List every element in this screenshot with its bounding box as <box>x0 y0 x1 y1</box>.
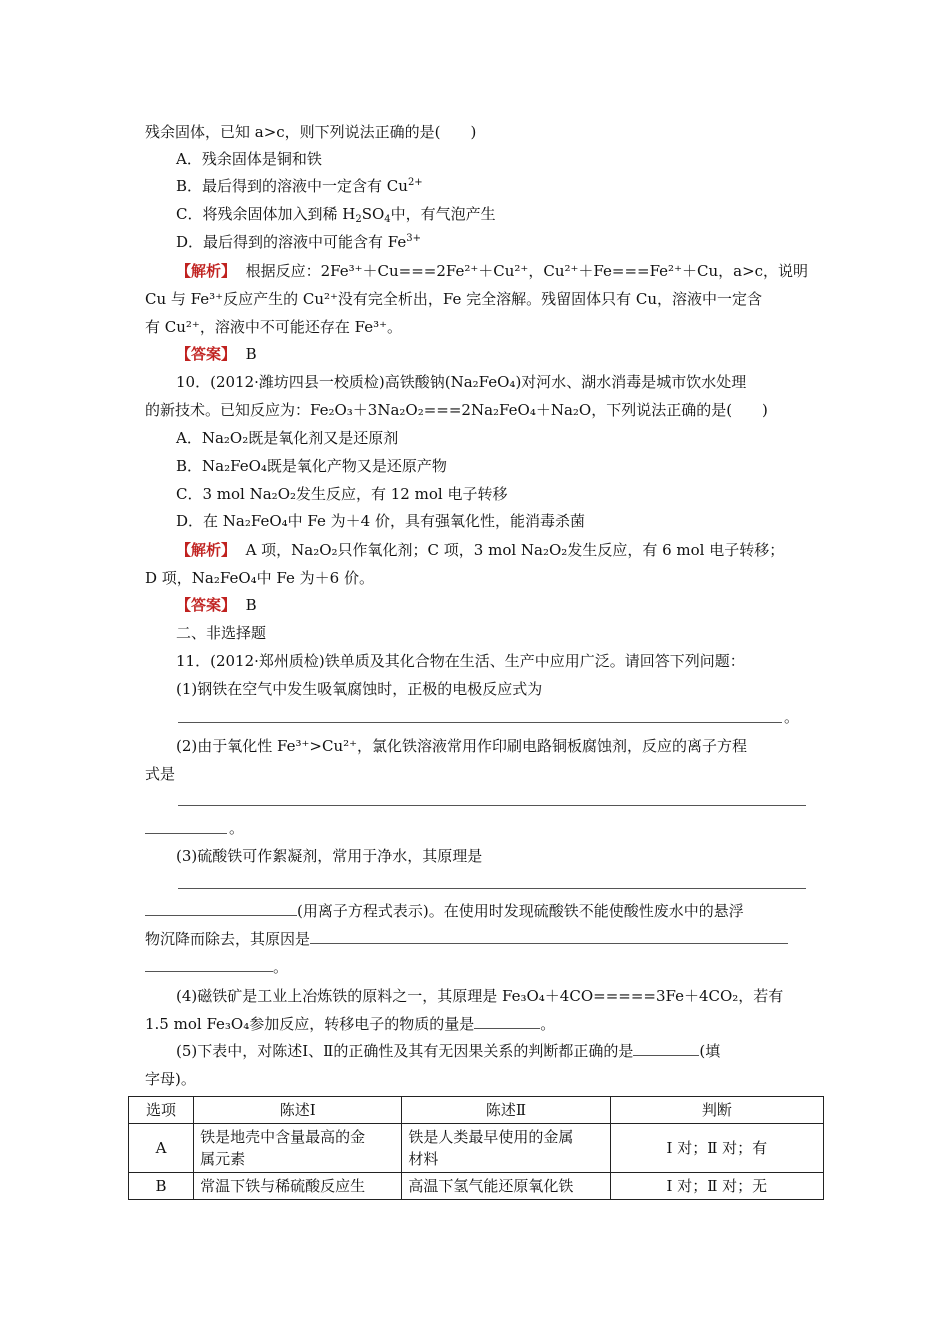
section-heading: 二、非选择题 <box>176 624 267 642</box>
q10-answer: 【答案】 B <box>176 596 257 614</box>
table-cell-statement-2: 高温下氢气能还原氧化铁 <box>402 1173 610 1200</box>
q11-part4-line-1: (4)磁铁矿是工业上冶炼铁的原料之一，其原理是 Fe₃O₄＋4CO=====3Fe＋4CO₂，若有 <box>176 987 784 1005</box>
q11-part2-line-1: (2)由于氧化性 Fe³⁺>Cu²⁺，氯化铁溶液常用作印刷电路铜板腐蚀剂，反应的离子方程 <box>176 737 748 755</box>
q11-part1-end: 。 <box>784 708 800 726</box>
q9-analysis-line-1: 【解析】 根据反应：2Fe³⁺＋Cu===2Fe²⁺＋Cu²⁺，Cu²⁺＋Fe===Fe²⁺＋Cu，a>c，说明 <box>176 262 809 280</box>
answer-blank[interactable] <box>310 929 788 944</box>
table-header-cell: 判断 <box>610 1097 823 1124</box>
q9-option-b: B．最后得到的溶液中一定含有 $Cu^{2+}$ <box>176 177 423 195</box>
table-header-cell: 选项 <box>129 1097 194 1124</box>
q10-stem-line-2: 的新技术。已知反应为：Fe₂O₃＋3Na₂O₂===2Na₂FeO₄＋Na₂O，下列说法正确的是( ) <box>145 401 768 419</box>
q9-option-d: D．最后得到的溶液中可能含有 $Fe^{3+}$ <box>176 233 422 251</box>
table-header-cell: 陈述Ⅰ <box>194 1097 402 1124</box>
answer-blank[interactable] <box>178 805 806 806</box>
table-header-row <box>129 1097 824 1124</box>
q10-option-d: D．在 Na₂FeO₄中 Fe 为＋4 价，具有强氧化性，能消毒杀菌 <box>176 512 585 530</box>
answer-blank[interactable] <box>145 957 273 972</box>
table-cell-statement-1: 铁是地壳中含量最高的金 属元素 <box>194 1124 402 1173</box>
q10-analysis-line-2: D 项，Na₂FeO₄中 Fe 为＋6 价。 <box>145 569 374 587</box>
analysis-tag: 【解析】 <box>176 262 237 280</box>
q11-part3-line-3: 物沉降而除去，其原因是 <box>145 928 788 950</box>
answer-blank[interactable] <box>178 888 806 889</box>
table-header-cell: 陈述Ⅱ <box>402 1097 610 1124</box>
q11-stem: 11．(2012·郑州质检)铁单质及其化合物在生活、生产中应用广泛。请回答下列问题： <box>176 652 745 670</box>
q9-stem: 残余固体，已知 a>c，则下列说法正确的是( ) <box>145 123 477 141</box>
q10-stem-line-1: 10．(2012·潍坊四县一校质检)高铁酸钠(Na₂FeO₄)对河水、湖水消毒是城市饮水处理 <box>176 373 747 391</box>
q11-part3-line-2: (用离子方程式表示)。在使用时发现硫酸铁不能使酸性废水中的悬浮 <box>145 900 744 922</box>
q11-part3-line-1: (3)硫酸铁可作絮凝剂，常用于净水，其原理是 <box>176 847 483 865</box>
q11-part1: (1)钢铁在空气中发生吸氧腐蚀时，正极的电极反应式为 <box>176 680 543 698</box>
q10-option-a: A．Na₂O₂既是氧化剂又是还原剂 <box>176 429 399 447</box>
q11-part4-line-2: 1.5 mol Fe₃O₄参加反应，转移电子的物质的量是 。 <box>145 1015 556 1033</box>
q11-part3-line-4: 。 <box>145 956 288 978</box>
answer-tag: 【答案】 <box>176 345 237 363</box>
table-cell-option: A <box>129 1124 194 1173</box>
table-row <box>129 1173 824 1200</box>
q9-option-c: C．将残余固体加入到稀 $H_2SO_4$中，有气泡产生 <box>176 205 496 225</box>
answer-blank[interactable] <box>145 901 297 916</box>
answer-blank[interactable] <box>474 1014 540 1029</box>
table-cell-option: B <box>129 1173 194 1200</box>
judgement-table <box>128 1096 824 1200</box>
q9-option-a: A．残余固体是铜和铁 <box>176 150 322 168</box>
answer-tag: 【答案】 <box>176 596 237 614</box>
analysis-tag: 【解析】 <box>176 541 237 559</box>
q9-answer: 【答案】 B <box>176 345 257 363</box>
table-cell-statement-2: 铁是人类最早使用的金属 材料 <box>402 1124 610 1173</box>
q11-part2-end: 。 <box>229 819 245 837</box>
table-cell-statement-1: 常温下铁与稀硫酸反应生 <box>194 1173 402 1200</box>
q9-analysis-line-2: Cu 与 Fe³⁺反应产生的 Cu²⁺没有完全析出，Fe 完全溶解。残留固体只有 Cu，溶液中一定含 <box>145 290 763 308</box>
table-cell-judge: Ⅰ 对；Ⅱ 对；有 <box>610 1124 823 1173</box>
q10-option-b: B．Na₂FeO₄既是氧化产物又是还原产物 <box>176 457 447 475</box>
q11-part5-line-1: (5)下表中，对陈述Ⅰ、Ⅱ的正确性及其有无因果关系的判断都正确的是 (填 <box>176 1042 721 1060</box>
q11-part5-line-2: 字母)。 <box>145 1070 196 1088</box>
q11-part2-line-2: 式是 <box>145 765 176 783</box>
answer-blank[interactable] <box>178 722 782 723</box>
answer-blank[interactable] <box>633 1041 699 1056</box>
q10-analysis-line-1: 【解析】 A 项，Na₂O₂只作氧化剂；C 项，3 mol Na₂O₂发生反应，有 6 mol 电子转移； <box>176 541 785 559</box>
q10-option-c: C．3 mol Na₂O₂发生反应，有 12 mol 电子转移 <box>176 485 508 503</box>
table-row <box>129 1124 824 1173</box>
table-cell-judge: Ⅰ 对；Ⅱ 对；无 <box>610 1173 823 1200</box>
q9-analysis-line-3: 有 Cu²⁺，溶液中不可能还存在 Fe³⁺。 <box>145 318 403 336</box>
answer-blank[interactable] <box>145 833 227 834</box>
